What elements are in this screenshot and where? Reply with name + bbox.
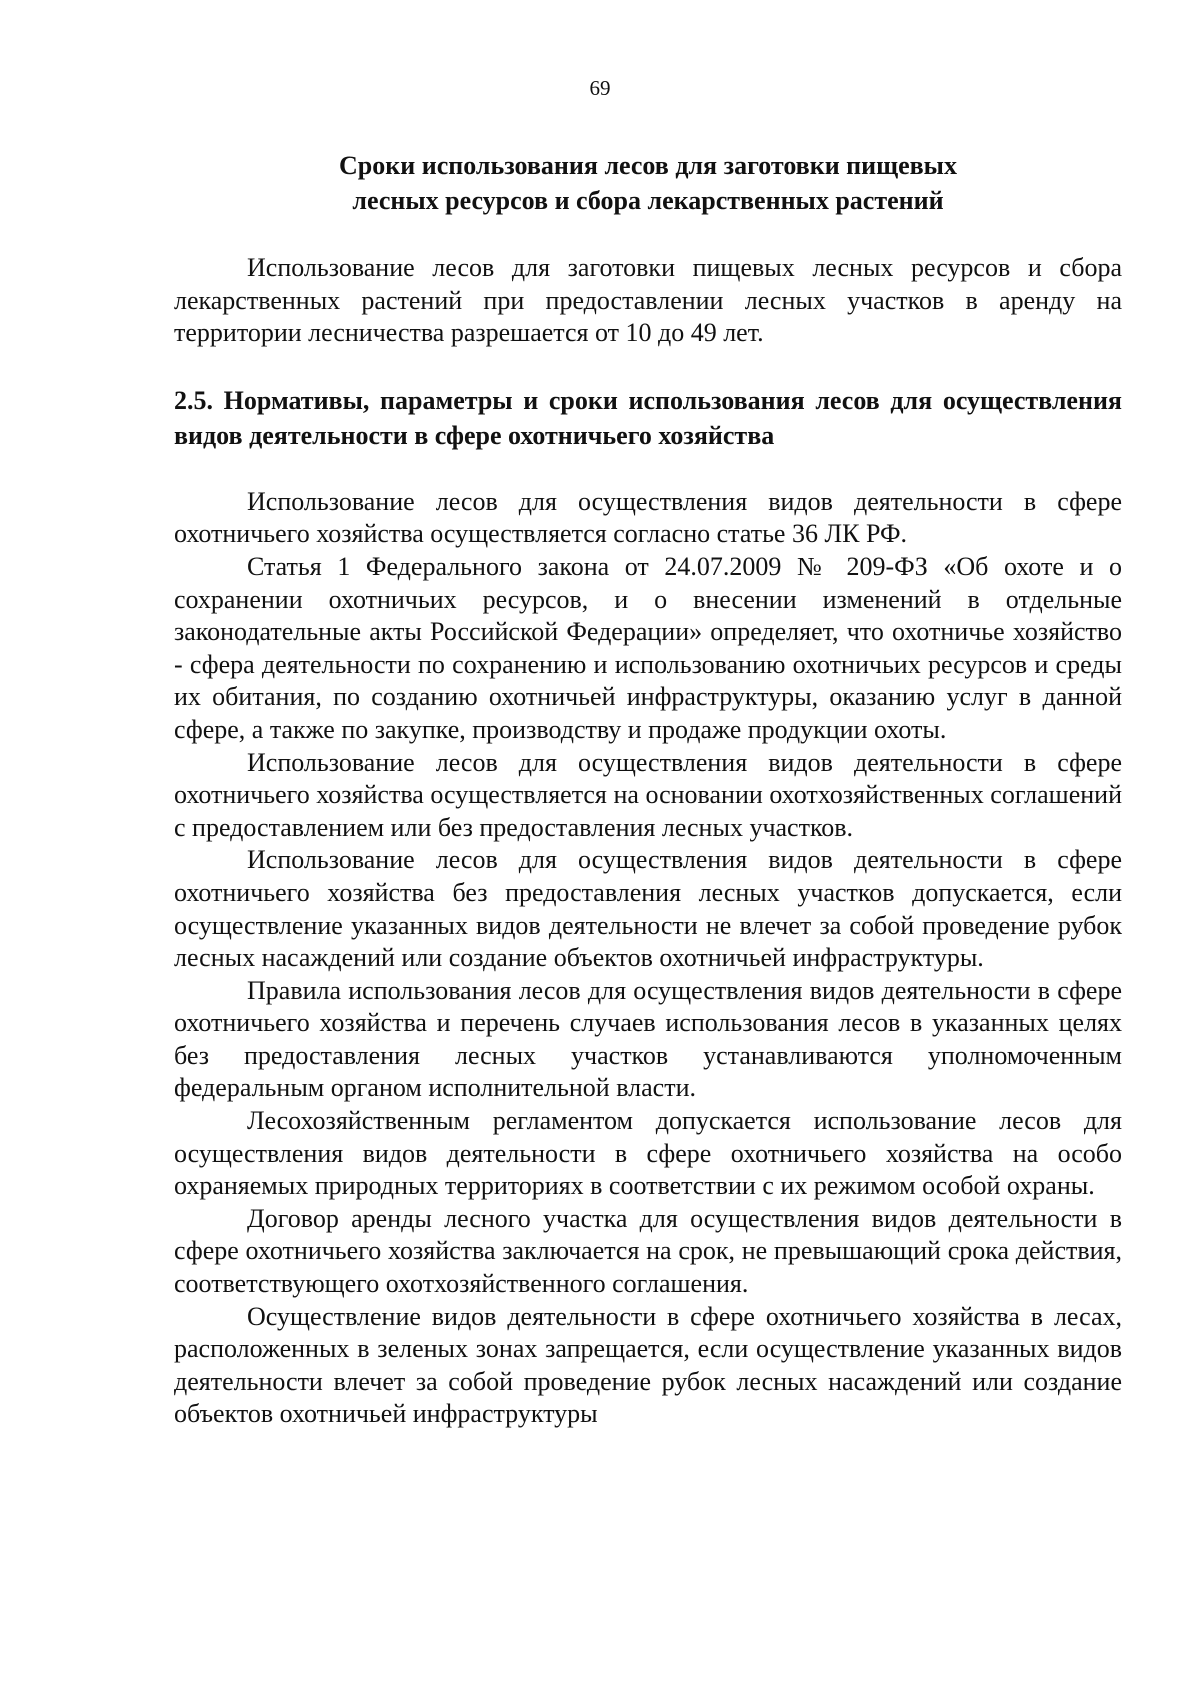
paragraph: Осуществление видов деятельности в сфере охотничьего хозяйства в лесах, расположенных в зеленых зонах запрещается, если осуществление указанных видов деятельности влечет за собой проведение рубок лесных насаждений или создание объектов охотничьей инфраструктуры [174, 1301, 1122, 1429]
paragraph: Лесохозяйственным регламентом допускается использование лесов для осуществления видов деятельности в сфере охотничьего хозяйства на особо охраняемых природных территориях в соответствии с их режимом особой охраны. [174, 1106, 1122, 1201]
paragraph: Использование лесов для осуществления видов деятельности в сфере охотничьего хозяйства осуществляется на основании охотхозяйственных соглашений с предоставлением или без предоставления лесных участков. [174, 747, 1122, 842]
paragraph: Правила использования лесов для осуществления видов деятельности в сфере охотничьего хозяйства и перечень случаев использования лесов в указанных целях без предоставления лесных участков устанавливаются уполномоченным федеральным органом исполнительной власти. [174, 975, 1122, 1103]
section-title-hunting: 2.5. Нормативы, параметры и сроки использования лесов для осуществления видов деятельности в сфере охотничьего хозяйства [174, 385, 1122, 450]
page-number: 69 [589, 76, 611, 100]
paragraph: Использование лесов для осуществления видов деятельности в сфере охотничьего хозяйства осуществляется согласно статье 36 ЛК РФ. [174, 486, 1122, 549]
section-title-line: лесных ресурсов и сбора лекарственных растений [352, 186, 944, 215]
paragraph: Договор аренды лесного участка для осуществления видов деятельности в сфере охотничьего хозяйства заключается на срок, не превышающий срока действия, соответствующего охотхозяйственного соглашения. [174, 1203, 1122, 1299]
spacer [174, 453, 1122, 486]
section-title-forest-food-resources [174, 148, 1122, 218]
page-content [174, 148, 1122, 1431]
spacer [174, 218, 1122, 252]
section-title-line: Сроки использования лесов для заготовки пищевых [339, 151, 957, 180]
spacer [174, 350, 1122, 383]
paragraph: Использование лесов для заготовки пищевых лесных ресурсов и сбора лекарственных растений при предоставлении лесных участков в аренду на территории лесничества разрешается от 10 до 49 лет. [174, 253, 1122, 348]
paragraph: Использование лесов для осуществления видов деятельности в сфере охотничьего хозяйства без предоставления лесных участков допускается, если осуществление указанных видов деятельности не влечет за собой проведение рубок лесных насаждений или создание объектов охотничьей инфраструктуры. [174, 845, 1122, 973]
paragraph: Статья 1 Федерального закона от 24.07.2009 № 209-ФЗ «Об охоте и о сохранении охотничьих ресурсов, и о внесении изменений в отдельные законодательные акты Российской Федерации» определяет, что охотничье хозяйство - сфера деятельности по сохранению и использованию охотничьих ресурсов и среды их обитания, по созданию охотничьей инфраструктуры, оказанию услуг в данной сфере, а также по закупке, производству и продаже продукции охоты. [174, 551, 1122, 744]
